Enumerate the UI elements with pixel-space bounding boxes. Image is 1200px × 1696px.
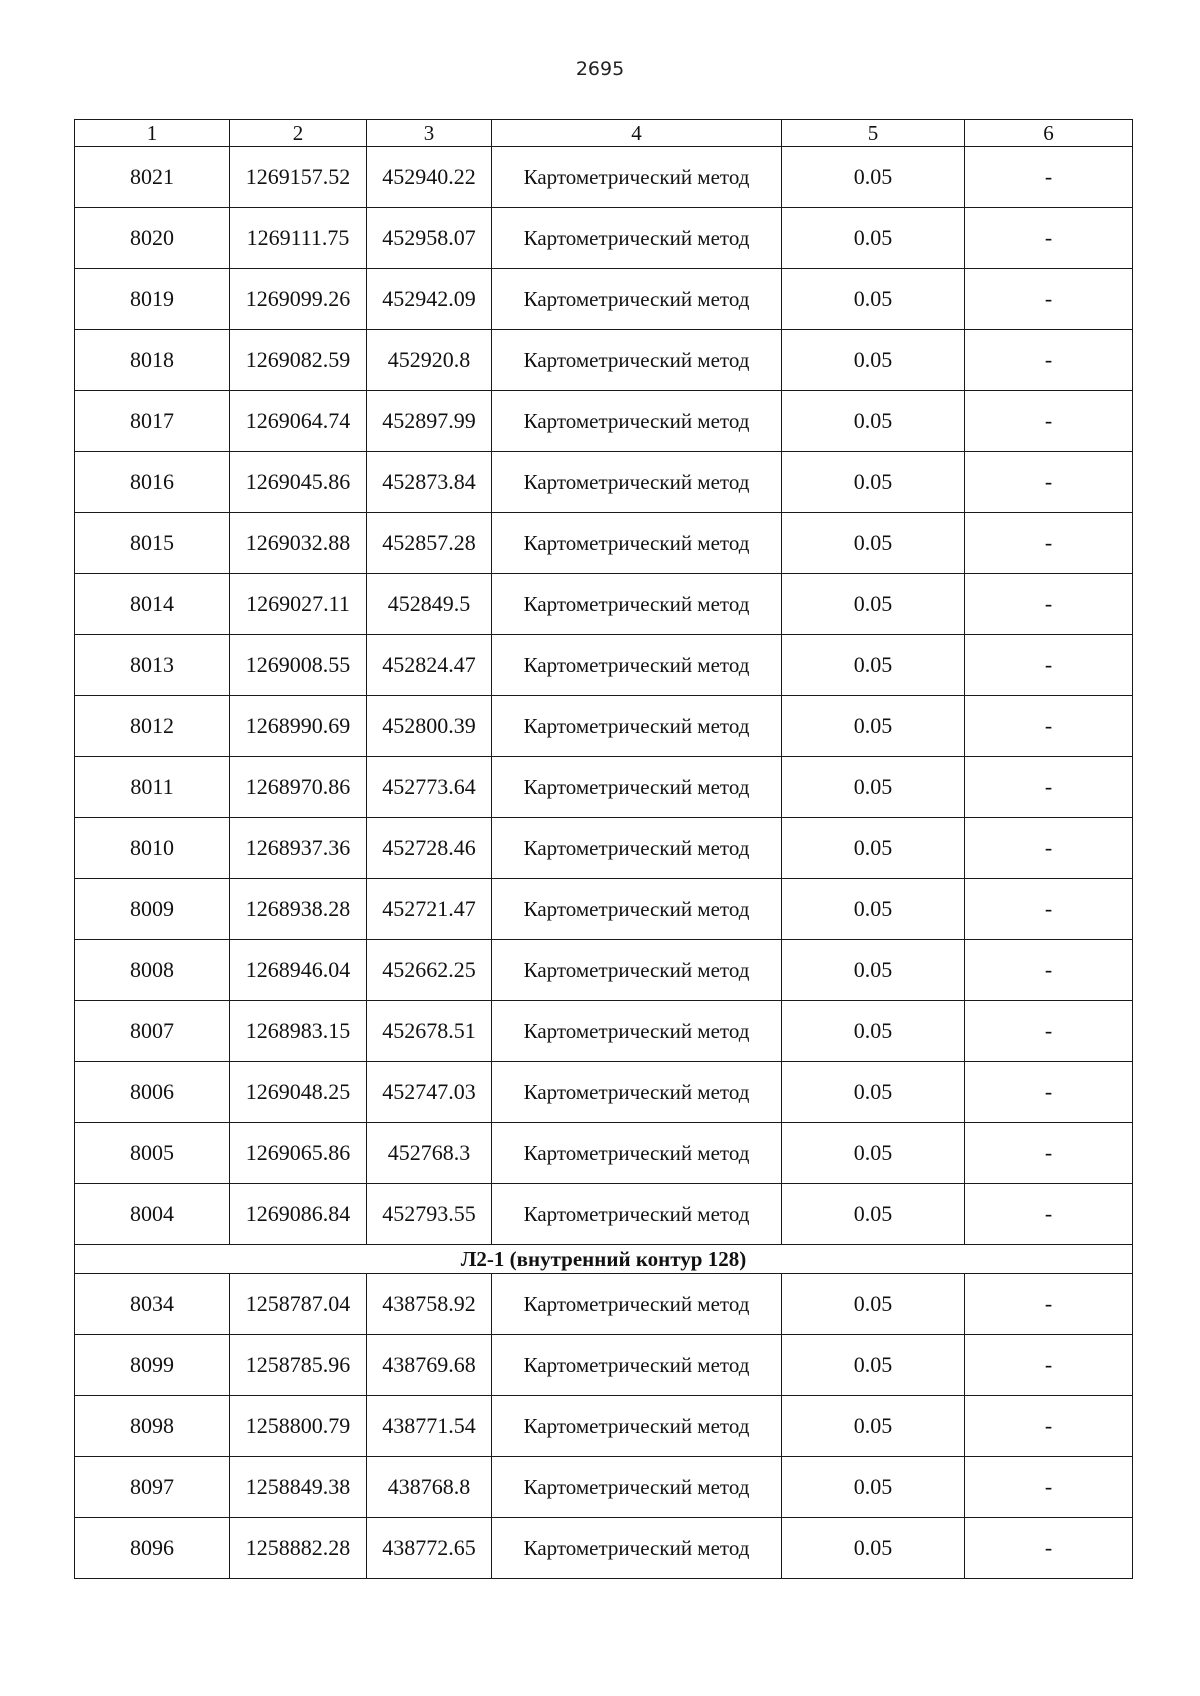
point-number-cell: 8006 — [75, 1062, 230, 1123]
header-row — [75, 120, 1133, 147]
x-coordinate-cell: 1269048.25 — [230, 1062, 367, 1123]
y-coordinate-cell: 452768.3 — [367, 1123, 492, 1184]
table-row — [75, 330, 1133, 391]
table-row — [75, 1062, 1133, 1123]
accuracy-cell: 0.05 — [782, 635, 965, 696]
note-cell: - — [965, 1001, 1133, 1062]
accuracy-cell: 0.05 — [782, 1335, 965, 1396]
method-cell: Картометрический метод — [492, 1457, 782, 1518]
note-cell: - — [965, 1518, 1133, 1579]
y-coordinate-cell: 438768.8 — [367, 1457, 492, 1518]
note-cell: - — [965, 1457, 1133, 1518]
accuracy-cell: 0.05 — [782, 452, 965, 513]
accuracy-cell: 0.05 — [782, 879, 965, 940]
note-cell: - — [965, 818, 1133, 879]
point-number-cell: 8013 — [75, 635, 230, 696]
y-coordinate-cell: 452793.55 — [367, 1184, 492, 1245]
table-row — [75, 269, 1133, 330]
accuracy-cell: 0.05 — [782, 1184, 965, 1245]
x-coordinate-cell: 1258785.96 — [230, 1335, 367, 1396]
method-cell: Картометрический метод — [492, 1062, 782, 1123]
accuracy-cell: 0.05 — [782, 147, 965, 208]
accuracy-cell: 0.05 — [782, 391, 965, 452]
x-coordinate-cell: 1269099.26 — [230, 269, 367, 330]
accuracy-cell: 0.05 — [782, 574, 965, 635]
y-coordinate-cell: 452662.25 — [367, 940, 492, 1001]
note-cell: - — [965, 635, 1133, 696]
note-cell: - — [965, 1274, 1133, 1335]
method-cell: Картометрический метод — [492, 1001, 782, 1062]
point-number-cell: 8099 — [75, 1335, 230, 1396]
note-cell: - — [965, 1335, 1133, 1396]
method-cell: Картометрический метод — [492, 1396, 782, 1457]
x-coordinate-cell: 1269157.52 — [230, 147, 367, 208]
y-coordinate-cell: 452678.51 — [367, 1001, 492, 1062]
table-row — [75, 1001, 1133, 1062]
y-coordinate-cell: 452728.46 — [367, 818, 492, 879]
table-row — [75, 879, 1133, 940]
method-cell: Картометрический метод — [492, 391, 782, 452]
point-number-cell: 8098 — [75, 1396, 230, 1457]
x-coordinate-cell: 1269065.86 — [230, 1123, 367, 1184]
accuracy-cell: 0.05 — [782, 269, 965, 330]
method-cell: Картометрический метод — [492, 1335, 782, 1396]
y-coordinate-cell: 452747.03 — [367, 1062, 492, 1123]
x-coordinate-cell: 1258800.79 — [230, 1396, 367, 1457]
accuracy-cell: 0.05 — [782, 513, 965, 574]
note-cell: - — [965, 1123, 1133, 1184]
point-number-cell: 8008 — [75, 940, 230, 1001]
accuracy-cell: 0.05 — [782, 1274, 965, 1335]
method-cell: Картометрический метод — [492, 452, 782, 513]
x-coordinate-cell: 1268983.15 — [230, 1001, 367, 1062]
point-number-cell: 8009 — [75, 879, 230, 940]
column-header-3: 3 — [367, 120, 492, 147]
y-coordinate-cell: 452942.09 — [367, 269, 492, 330]
section-title: Л2-1 (внутренний контур 128) — [75, 1245, 1133, 1274]
x-coordinate-cell: 1269086.84 — [230, 1184, 367, 1245]
table-row — [75, 1335, 1133, 1396]
y-coordinate-cell: 452940.22 — [367, 147, 492, 208]
table-row — [75, 513, 1133, 574]
method-cell: Картометрический метод — [492, 635, 782, 696]
table-row — [75, 818, 1133, 879]
method-cell: Картометрический метод — [492, 1518, 782, 1579]
point-number-cell: 8014 — [75, 574, 230, 635]
x-coordinate-cell: 1269064.74 — [230, 391, 367, 452]
y-coordinate-cell: 438769.68 — [367, 1335, 492, 1396]
point-number-cell: 8011 — [75, 757, 230, 818]
page-number: 2695 — [575, 58, 625, 80]
note-cell: - — [965, 330, 1133, 391]
method-cell: Картометрический метод — [492, 879, 782, 940]
y-coordinate-cell: 438771.54 — [367, 1396, 492, 1457]
table-row — [75, 1518, 1133, 1579]
y-coordinate-cell: 452920.8 — [367, 330, 492, 391]
y-coordinate-cell: 452849.5 — [367, 574, 492, 635]
x-coordinate-cell: 1258787.04 — [230, 1274, 367, 1335]
method-cell: Картометрический метод — [492, 269, 782, 330]
note-cell: - — [965, 452, 1133, 513]
x-coordinate-cell: 1268938.28 — [230, 879, 367, 940]
table-row — [75, 1184, 1133, 1245]
table-row — [75, 574, 1133, 635]
method-cell: Картометрический метод — [492, 1184, 782, 1245]
table-row — [75, 1396, 1133, 1457]
y-coordinate-cell: 452958.07 — [367, 208, 492, 269]
accuracy-cell: 0.05 — [782, 696, 965, 757]
accuracy-cell: 0.05 — [782, 1001, 965, 1062]
point-number-cell: 8005 — [75, 1123, 230, 1184]
y-coordinate-cell: 452857.28 — [367, 513, 492, 574]
point-number-cell: 8096 — [75, 1518, 230, 1579]
accuracy-cell: 0.05 — [782, 818, 965, 879]
method-cell: Картометрический метод — [492, 818, 782, 879]
method-cell: Картометрический метод — [492, 940, 782, 1001]
table-row — [75, 696, 1133, 757]
method-cell: Картометрический метод — [492, 330, 782, 391]
point-number-cell: 8016 — [75, 452, 230, 513]
accuracy-cell: 0.05 — [782, 1396, 965, 1457]
point-number-cell: 8004 — [75, 1184, 230, 1245]
point-number-cell: 8021 — [75, 147, 230, 208]
note-cell: - — [965, 879, 1133, 940]
point-number-cell: 8034 — [75, 1274, 230, 1335]
method-cell: Картометрический метод — [492, 1123, 782, 1184]
note-cell: - — [965, 1396, 1133, 1457]
accuracy-cell: 0.05 — [782, 330, 965, 391]
table-row — [75, 208, 1133, 269]
table-row — [75, 1123, 1133, 1184]
table-row — [75, 1457, 1133, 1518]
x-coordinate-cell: 1269045.86 — [230, 452, 367, 513]
table-row — [75, 635, 1133, 696]
x-coordinate-cell: 1269008.55 — [230, 635, 367, 696]
accuracy-cell: 0.05 — [782, 757, 965, 818]
x-coordinate-cell: 1269082.59 — [230, 330, 367, 391]
point-number-cell: 8010 — [75, 818, 230, 879]
note-cell: - — [965, 147, 1133, 208]
note-cell: - — [965, 696, 1133, 757]
column-header-1: 1 — [75, 120, 230, 147]
method-cell: Картометрический метод — [492, 513, 782, 574]
note-cell: - — [965, 269, 1133, 330]
y-coordinate-cell: 452800.39 — [367, 696, 492, 757]
note-cell: - — [965, 940, 1133, 1001]
x-coordinate-cell: 1269027.11 — [230, 574, 367, 635]
table-body — [75, 147, 1133, 1579]
note-cell: - — [965, 1184, 1133, 1245]
accuracy-cell: 0.05 — [782, 208, 965, 269]
method-cell: Картометрический метод — [492, 147, 782, 208]
column-header-4: 4 — [492, 120, 782, 147]
table-row — [75, 147, 1133, 208]
point-number-cell: 8018 — [75, 330, 230, 391]
note-cell: - — [965, 391, 1133, 452]
point-number-cell: 8017 — [75, 391, 230, 452]
note-cell: - — [965, 1062, 1133, 1123]
column-header-5: 5 — [782, 120, 965, 147]
table-row — [75, 1274, 1133, 1335]
accuracy-cell: 0.05 — [782, 1457, 965, 1518]
point-number-cell: 8012 — [75, 696, 230, 757]
point-number-cell: 8015 — [75, 513, 230, 574]
method-cell: Картометрический метод — [492, 696, 782, 757]
accuracy-cell: 0.05 — [782, 940, 965, 1001]
method-cell: Картометрический метод — [492, 208, 782, 269]
y-coordinate-cell: 452897.99 — [367, 391, 492, 452]
x-coordinate-cell: 1268946.04 — [230, 940, 367, 1001]
y-coordinate-cell: 452824.47 — [367, 635, 492, 696]
point-number-cell: 8020 — [75, 208, 230, 269]
x-coordinate-cell: 1269032.88 — [230, 513, 367, 574]
table-row — [75, 940, 1133, 1001]
table-row — [75, 391, 1133, 452]
y-coordinate-cell: 452721.47 — [367, 879, 492, 940]
accuracy-cell: 0.05 — [782, 1518, 965, 1579]
y-coordinate-cell: 452773.64 — [367, 757, 492, 818]
x-coordinate-cell: 1268990.69 — [230, 696, 367, 757]
method-cell: Картометрический метод — [492, 574, 782, 635]
table-row — [75, 452, 1133, 513]
accuracy-cell: 0.05 — [782, 1123, 965, 1184]
y-coordinate-cell: 438758.92 — [367, 1274, 492, 1335]
y-coordinate-cell: 438772.65 — [367, 1518, 492, 1579]
note-cell: - — [965, 574, 1133, 635]
point-number-cell: 8097 — [75, 1457, 230, 1518]
point-number-cell: 8007 — [75, 1001, 230, 1062]
x-coordinate-cell: 1268970.86 — [230, 757, 367, 818]
table-row — [75, 757, 1133, 818]
coordinates-table — [74, 119, 1133, 1579]
note-cell: - — [965, 208, 1133, 269]
section-row — [75, 1245, 1133, 1274]
note-cell: - — [965, 513, 1133, 574]
method-cell: Картометрический метод — [492, 757, 782, 818]
accuracy-cell: 0.05 — [782, 1062, 965, 1123]
column-header-2: 2 — [230, 120, 367, 147]
x-coordinate-cell: 1258882.28 — [230, 1518, 367, 1579]
method-cell: Картометрический метод — [492, 1274, 782, 1335]
point-number-cell: 8019 — [75, 269, 230, 330]
column-header-6: 6 — [965, 120, 1133, 147]
y-coordinate-cell: 452873.84 — [367, 452, 492, 513]
x-coordinate-cell: 1258849.38 — [230, 1457, 367, 1518]
note-cell: - — [965, 757, 1133, 818]
x-coordinate-cell: 1268937.36 — [230, 818, 367, 879]
x-coordinate-cell: 1269111.75 — [230, 208, 367, 269]
